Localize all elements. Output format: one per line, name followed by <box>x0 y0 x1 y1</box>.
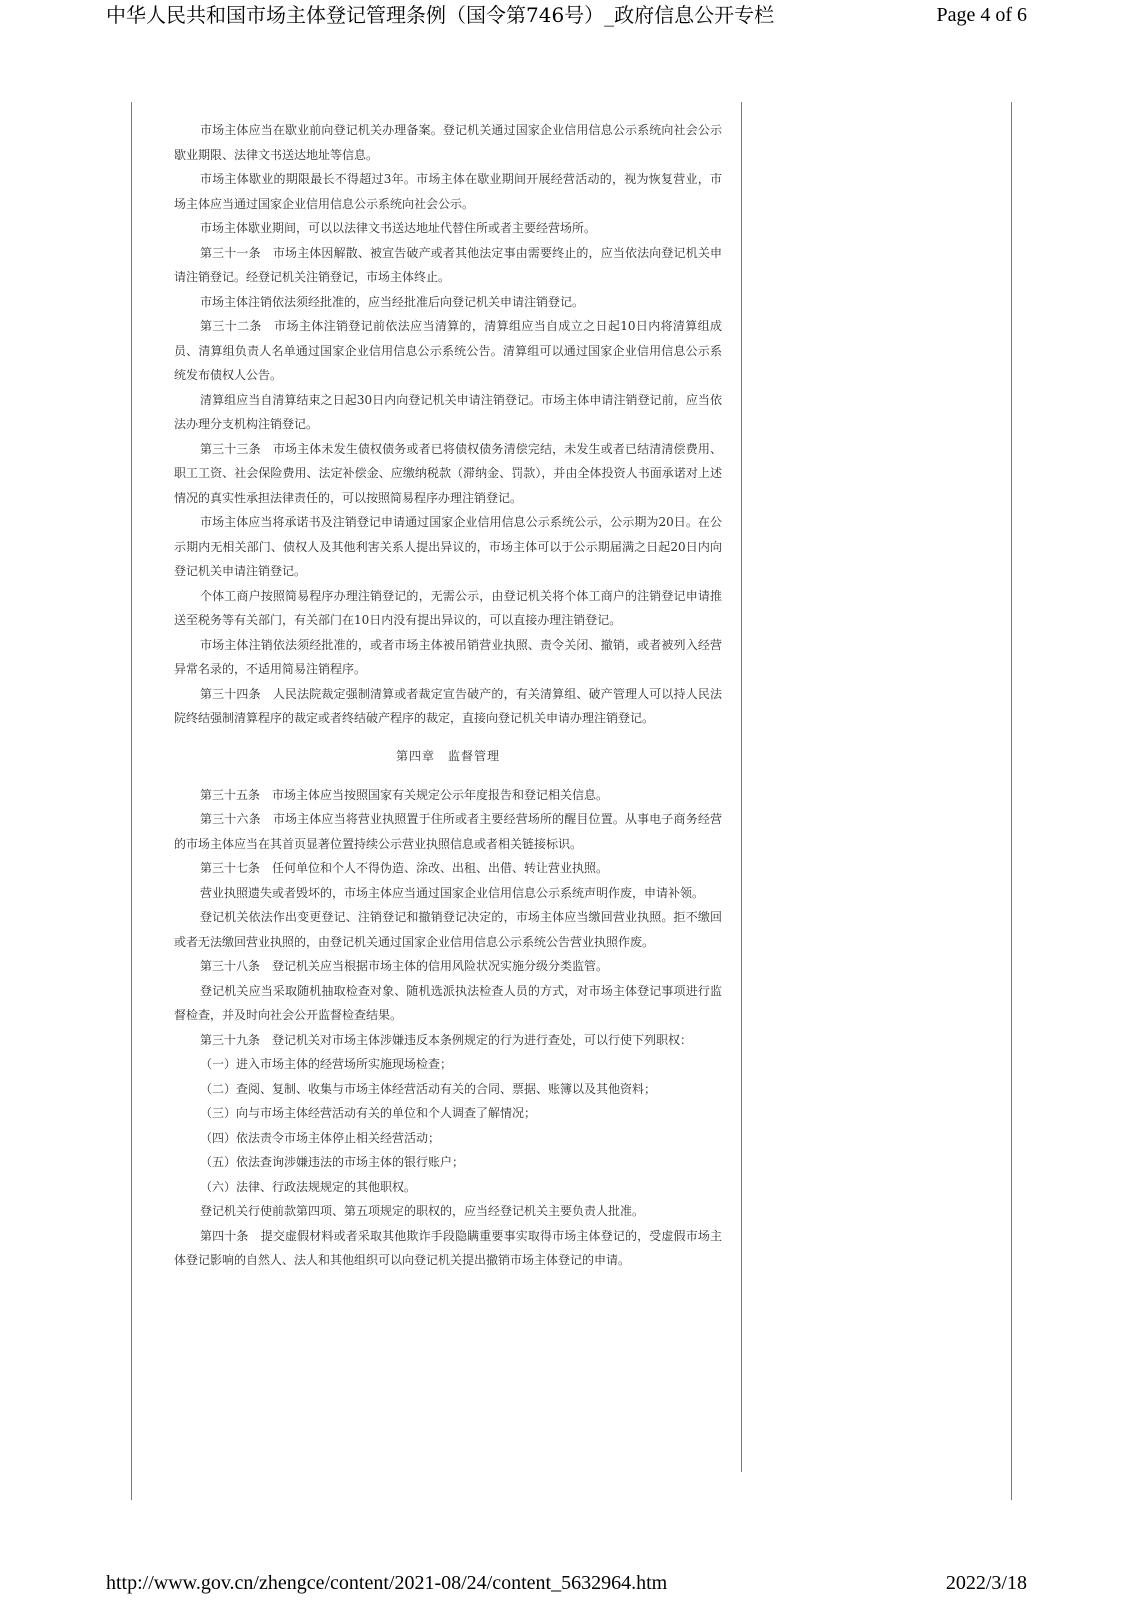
chapter-heading: 第四章 监督管理 <box>395 748 500 763</box>
list-item: （五）依法查询涉嫌违法的市场主体的银行账户； <box>200 1155 465 1169</box>
paragraph: 登记机关依法作出变更登记、注销登记和撤销登记决定的，市场主体应当缴回营业执照。拒不缴回或者无法缴回营业执照的，由登记机关通过国家企业信用信息公示系统公告营业执照作废。 <box>174 910 722 949</box>
list-item: （二）查阅、复制、收集与市场主体经营活动有关的合同、票据、账簿以及其他资料； <box>200 1081 657 1096</box>
article-36: 第三十六条 市场主体应当将营业执照置于住所或者主要经营场所的醒目位置。从事电子商务经营的市场主体应当在其首页显著位置持续公示营业执照信息或者相关链接标识。 <box>174 812 722 851</box>
paragraph: 营业执照遗失或者毁坏的，市场主体应当通过国家企业信用信息公示系统声明作废，申请补领。 <box>200 885 705 900</box>
page-indicator: Page 4 of 6 <box>936 4 1027 26</box>
paragraph: 市场主体应当将承诺书及注销登记申请通过国家企业信用信息公示系统公示，公示期为20日。在公示期内无相关部门、债权人及其他利害关系人提出异议的，市场主体可以于公示期届满之日起20日内向登记机关申请注销登记。 <box>174 515 722 578</box>
article-40: 第四十条 提交虚假材料或者采取其他欺诈手段隐瞒重要事实取得市场主体登记的，受虚假市场主体登记影响的自然人、法人和其他组织可以向登记机关提出撤销市场主体登记的申请。 <box>174 1228 722 1267</box>
article-37: 第三十七条 任何单位和个人不得伪造、涂改、出租、出借、转让营业执照。 <box>200 861 609 875</box>
list-item: （一）进入市场主体的经营场所实施现场检查； <box>200 1057 453 1071</box>
print-date: 2022/3/18 <box>945 1572 1027 1594</box>
inner-rule <box>741 102 742 1472</box>
article-34: 第三十四条 人民法院裁定强制清算或者裁定宣告破产的，有关清算组、破产管理人可以持人民法院终结强制清算程序的裁定或者终结破产程序的裁定，直接向登记机关申请办理注销登记。 <box>174 686 722 725</box>
right-rule <box>1011 102 1012 1500</box>
paragraph: 登记机关应当采取随机抽取检查对象、随机选派执法检查人员的方式，对市场主体登记事项进行监督检查，并及时向社会公开监督检查结果。 <box>174 983 722 1022</box>
paragraph: 市场主体应当在歇业前向登记机关办理备案。登记机关通过国家企业信用信息公示系统向社会公示歇业期限、法律文书送达地址等信息。 <box>174 123 722 162</box>
paragraph: 市场主体歇业期间，可以以法律文书送达地址代替住所或者主要经营场所。 <box>200 221 597 235</box>
article-32: 第三十二条 市场主体注销登记前依法应当清算的，清算组应当自成立之日起10日内将清算组成员、清算组负责人名单通过国家企业信用信息公示系统公告。清算组可以通过国家企业信用信息公示系统发布债权人公告。 <box>174 319 722 382</box>
article-38: 第三十八条 登记机关应当根据市场主体的信用风险状况实施分级分类监管。 <box>200 959 609 973</box>
paragraph: 登记机关行使前款第四项、第五项规定的职权的，应当经登记机关主要负责人批准。 <box>200 1204 645 1218</box>
paragraph: 市场主体注销依法须经批准的，或者市场主体被吊销营业执照、责令关闭、撤销，或者被列入经营异常名录的，不适用简易注销程序。 <box>174 637 722 676</box>
list-item: （六）法律、行政法规规定的其他职权。 <box>200 1179 417 1194</box>
left-rule <box>131 102 132 1500</box>
document-title: 中华人民共和国市场主体登记管理条例（国令第746号）_政府信息公开专栏 <box>106 3 775 27</box>
article-31: 第三十一条 市场主体因解散、被宣告破产或者其他法定事由需要终止的，应当依法向登记机关申请注销登记。经登记机关注销登记，市场主体终止。 <box>174 245 722 284</box>
source-url[interactable]: http://www.gov.cn/zhengce/content/2021-08/24/content_5632964.htm <box>106 1572 668 1594</box>
list-item: （三）向与市场主体经营活动有关的单位和个人调查了解情况； <box>200 1106 537 1120</box>
paragraph: 清算组应当自清算结束之日起30日内向登记机关申请注销登记。市场主体申请注销登记前，应当依法办理分支机构注销登记。 <box>174 392 722 431</box>
paragraph: 市场主体注销依法须经批准的，应当经批准后向登记机关申请注销登记。 <box>200 294 585 309</box>
article-35: 第三十五条 市场主体应当按照国家有关规定公示年度报告和登记相关信息。 <box>200 787 609 802</box>
document-body <box>174 118 722 1273</box>
paragraph: 市场主体歇业的期限最长不得超过3年。市场主体在歇业期间开展经营活动的，视为恢复营业，市场主体应当通过国家企业信用信息公示系统向社会公示。 <box>174 172 722 211</box>
article-33: 第三十三条 市场主体未发生债权债务或者已将债权债务清偿完结，未发生或者已结清清偿费用、职工工资、社会保险费用、法定补偿金、应缴纳税款（滞纳金、罚款），并由全体投资人书面承诺对上述情况的真实性承担法律责任的，可以按照简易程序办理注销登记。 <box>174 441 722 505</box>
list-item: （四）依法责令市场主体停止相关经营活动； <box>200 1130 441 1145</box>
article-39: 第三十九条 登记机关对市场主体涉嫌违反本条例规定的行为进行查处，可以行使下列职权： <box>200 1032 693 1047</box>
paragraph: 个体工商户按照简易程序办理注销登记的，无需公示，由登记机关将个体工商户的注销登记申请推送至税务等有关部门，有关部门在10日内没有提出异议的，可以直接办理注销登记。 <box>174 588 722 627</box>
